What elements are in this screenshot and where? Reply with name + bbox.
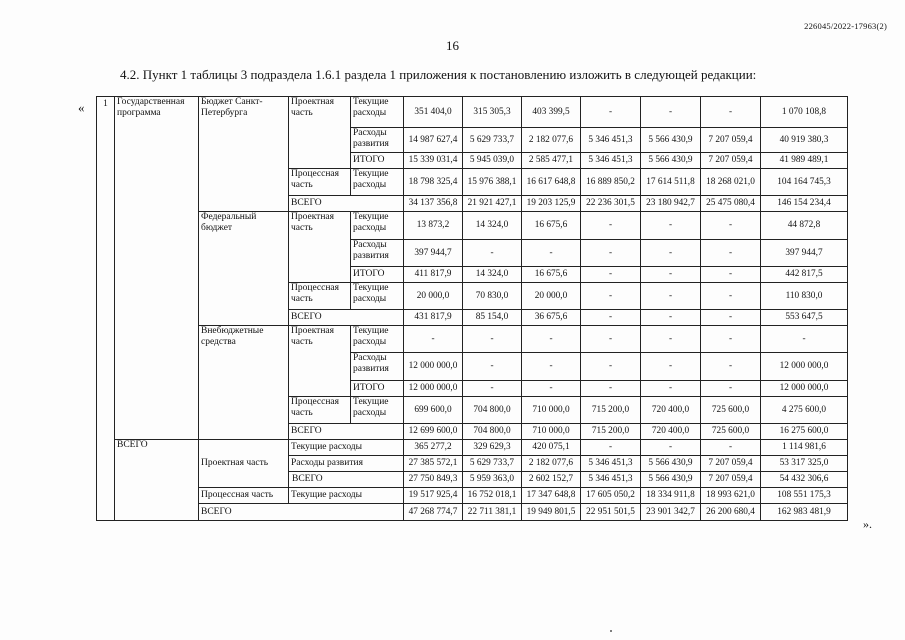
cell: 47 268 774,7	[404, 504, 463, 521]
cell: 725 600,0	[701, 397, 761, 424]
closing-quote: ».	[863, 517, 872, 531]
cell: 16 752 018,1	[463, 488, 522, 504]
cell: 22 711 381,1	[463, 504, 522, 521]
cell: 21 921 427,1	[463, 196, 522, 212]
project-part-label: Проектная часть	[289, 97, 351, 169]
cell: 431 817,9	[404, 310, 463, 326]
cell: 725 600,0	[701, 424, 761, 440]
current-expenses-label: Текущие расходы	[351, 283, 404, 310]
cell: 710 000,0	[522, 397, 581, 424]
cell: 40 919 380,3	[761, 128, 848, 153]
cell: 710 000,0	[522, 424, 581, 440]
cell: -	[701, 212, 761, 240]
cell: 365 277,2	[404, 440, 463, 456]
cell: 411 817,9	[404, 267, 463, 283]
cell: -	[701, 326, 761, 353]
cell: 23 180 942,7	[641, 196, 701, 212]
cell: 5 346 451,3	[581, 456, 641, 472]
cell: -	[701, 381, 761, 397]
current-expenses-label: Текущие расходы	[289, 488, 404, 504]
itogo-label: ИТОГО	[351, 267, 404, 283]
cell: 12 699 600,0	[404, 424, 463, 440]
cell: -	[581, 381, 641, 397]
cell: 36 675,6	[522, 310, 581, 326]
row-number: 1	[97, 97, 115, 521]
cell: 16 675,6	[522, 212, 581, 240]
scan-speck	[610, 630, 612, 632]
cell: 1 070 108,8	[761, 97, 848, 128]
opening-quote: «	[78, 100, 85, 115]
current-expenses-label: Текущие расходы	[351, 326, 404, 353]
cell: 5 945 039,0	[463, 153, 522, 169]
cell: -	[641, 267, 701, 283]
cell: 2 585 477,1	[522, 153, 581, 169]
cell: -	[581, 240, 641, 267]
cell: 12 000 000,0	[761, 381, 848, 397]
vsego-label: ВСЕГО	[289, 310, 404, 326]
cell: 5 346 451,3	[581, 153, 641, 169]
cell: 22 951 501,5	[581, 504, 641, 521]
cell: 420 075,1	[522, 440, 581, 456]
cell: 41 989 489,1	[761, 153, 848, 169]
cell: -	[701, 240, 761, 267]
cell: -	[641, 240, 701, 267]
cell: 34 137 356,8	[404, 196, 463, 212]
cell: 397 944,7	[404, 240, 463, 267]
page-number: 16	[446, 38, 459, 53]
cell: -	[641, 283, 701, 310]
cell: -	[522, 240, 581, 267]
cell: 14 987 627,4	[404, 128, 463, 153]
cell: 104 164 745,3	[761, 169, 848, 196]
cell: 53 317 325,0	[761, 456, 848, 472]
cell: 20 000,0	[404, 283, 463, 310]
cell: 315 305,3	[463, 97, 522, 128]
process-part-label: Процессная часть	[199, 488, 289, 504]
cell: 553 647,5	[761, 310, 848, 326]
source-spb: Бюджет Санкт-Петербурга	[199, 97, 289, 212]
cell: -	[641, 353, 701, 381]
cell: 704 800,0	[463, 397, 522, 424]
project-part-label: Проектная часть	[199, 440, 289, 488]
cell: -	[581, 310, 641, 326]
cell: -	[701, 353, 761, 381]
cell: 44 872,8	[761, 212, 848, 240]
project-part-label: Проектная часть	[289, 212, 351, 283]
cell: -	[761, 326, 848, 353]
cell: -	[463, 381, 522, 397]
cell: 442 817,5	[761, 267, 848, 283]
cell: -	[581, 267, 641, 283]
project-part-label: Проектная часть	[289, 326, 351, 397]
table-row	[97, 212, 848, 240]
development-expenses-label: Расходы развития	[289, 456, 404, 472]
process-part-label: Процессная часть	[289, 397, 351, 424]
cell: 19 949 801,5	[522, 504, 581, 521]
cell: 12 000 000,0	[404, 381, 463, 397]
cell: 5 629 733,7	[463, 456, 522, 472]
grand-total-label: ВСЕГО	[199, 504, 404, 521]
cell: 1 114 981,6	[761, 440, 848, 456]
cell: 18 993 621,0	[701, 488, 761, 504]
cell: 4 275 600,0	[761, 397, 848, 424]
cell: -	[641, 97, 701, 128]
cell: 54 432 306,6	[761, 472, 848, 488]
amendment-paragraph: 4.2. Пункт 1 таблицы 3 подраздела 1.6.1 раздела 1 приложения к постановлению изложить в следующей редакции:	[120, 67, 757, 82]
cell: 720 400,0	[641, 397, 701, 424]
development-expenses-label: Расходы развития	[351, 353, 404, 381]
cell: 70 830,0	[463, 283, 522, 310]
current-expenses-label: Текущие расходы	[351, 97, 404, 128]
cell: -	[641, 381, 701, 397]
cell: 85 154,0	[463, 310, 522, 326]
cell: 329 629,3	[463, 440, 522, 456]
cell: 25 475 080,4	[701, 196, 761, 212]
cell: -	[463, 353, 522, 381]
cell: -	[701, 97, 761, 128]
cell: -	[701, 283, 761, 310]
cell: 16 617 648,8	[522, 169, 581, 196]
document-id: 226045/2022-17963(2)	[804, 21, 887, 31]
cell: 146 154 234,4	[761, 196, 848, 212]
cell: 12 000 000,0	[761, 353, 848, 381]
cell: 27 385 572,1	[404, 456, 463, 472]
cell: 16 889 850,2	[581, 169, 641, 196]
cell: -	[581, 212, 641, 240]
vsego-label: ВСЕГО	[289, 472, 404, 488]
cell: -	[522, 353, 581, 381]
cell: 17 605 050,2	[581, 488, 641, 504]
cell: 15 976 388,1	[463, 169, 522, 196]
current-expenses-label: Текущие расходы	[289, 440, 404, 456]
cell: -	[581, 353, 641, 381]
development-expenses-label: Расходы развития	[351, 240, 404, 267]
cell: 18 798 325,4	[404, 169, 463, 196]
cell: 16 675,6	[522, 267, 581, 283]
cell: 7 207 059,4	[701, 128, 761, 153]
table-row	[97, 440, 848, 456]
cell: -	[641, 310, 701, 326]
cell: 7 207 059,4	[701, 456, 761, 472]
cell: 699 600,0	[404, 397, 463, 424]
program-name: Государственная программа	[115, 97, 199, 440]
itogo-label: ИТОГО	[351, 381, 404, 397]
table-row	[97, 504, 848, 521]
cell: 20 000,0	[522, 283, 581, 310]
cell: 351 404,0	[404, 97, 463, 128]
source-extrabudgetary: Внебюджетные средства	[199, 326, 289, 440]
cell: 15 339 031,4	[404, 153, 463, 169]
cell: 715 200,0	[581, 397, 641, 424]
cell: -	[581, 326, 641, 353]
cell: 18 268 021,0	[701, 169, 761, 196]
cell: 5 346 451,3	[581, 128, 641, 153]
cell: 7 207 059,4	[701, 472, 761, 488]
cell: 397 944,7	[761, 240, 848, 267]
cell: -	[404, 326, 463, 353]
cell: 108 551 175,3	[761, 488, 848, 504]
cell: 16 275 600,0	[761, 424, 848, 440]
source-federal: Федеральный бюджет	[199, 212, 289, 326]
cell: -	[522, 326, 581, 353]
cell: 5 566 430,9	[641, 128, 701, 153]
cell: -	[581, 97, 641, 128]
table-row	[97, 488, 848, 504]
cell: 162 983 481,9	[761, 504, 848, 521]
current-expenses-label: Текущие расходы	[351, 169, 404, 196]
table-row	[97, 97, 848, 128]
cell: -	[463, 240, 522, 267]
cell: 5 566 430,9	[641, 456, 701, 472]
current-expenses-label: Текущие расходы	[351, 212, 404, 240]
cell: 704 800,0	[463, 424, 522, 440]
cell: 12 000 000,0	[404, 353, 463, 381]
cell: 5 566 430,9	[641, 153, 701, 169]
cell: 19 203 125,9	[522, 196, 581, 212]
vsego-label: ВСЕГО	[289, 424, 404, 440]
cell: 14 324,0	[463, 212, 522, 240]
process-part-label: Процессная часть	[289, 283, 351, 310]
cell: 403 399,5	[522, 97, 581, 128]
cell: 110 830,0	[761, 283, 848, 310]
cell: 19 517 925,4	[404, 488, 463, 504]
cell: -	[701, 440, 761, 456]
cell: 5 346 451,3	[581, 472, 641, 488]
itogo-label: ИТОГО	[351, 153, 404, 169]
table-row	[97, 326, 848, 353]
cell: -	[701, 267, 761, 283]
cell: 17 347 648,8	[522, 488, 581, 504]
cell: 22 236 301,5	[581, 196, 641, 212]
cell: -	[581, 440, 641, 456]
cell: -	[581, 283, 641, 310]
cell: 14 324,0	[463, 267, 522, 283]
cell: 17 614 511,8	[641, 169, 701, 196]
cell: 18 334 911,8	[641, 488, 701, 504]
cell: 13 873,2	[404, 212, 463, 240]
total-label: ВСЕГО	[115, 440, 199, 521]
cell: -	[641, 326, 701, 353]
budget-table	[96, 96, 848, 521]
cell: -	[641, 212, 701, 240]
development-expenses-label: Расходы развития	[351, 128, 404, 153]
cell: 23 901 342,7	[641, 504, 701, 521]
cell: 2 182 077,6	[522, 128, 581, 153]
cell: -	[641, 440, 701, 456]
cell: 5 629 733,7	[463, 128, 522, 153]
cell: 5 959 363,0	[463, 472, 522, 488]
cell: -	[701, 310, 761, 326]
cell: 715 200,0	[581, 424, 641, 440]
current-expenses-label: Текущие расходы	[351, 397, 404, 424]
vsego-label: ВСЕГО	[289, 196, 404, 212]
cell: 26 200 680,4	[701, 504, 761, 521]
cell: -	[522, 381, 581, 397]
cell: 720 400,0	[641, 424, 701, 440]
process-part-label: Процессная часть	[289, 169, 351, 196]
cell: 7 207 059,4	[701, 153, 761, 169]
cell: -	[463, 326, 522, 353]
cell: 2 182 077,6	[522, 456, 581, 472]
cell: 2 602 152,7	[522, 472, 581, 488]
cell: 5 566 430,9	[641, 472, 701, 488]
cell: 27 750 849,3	[404, 472, 463, 488]
